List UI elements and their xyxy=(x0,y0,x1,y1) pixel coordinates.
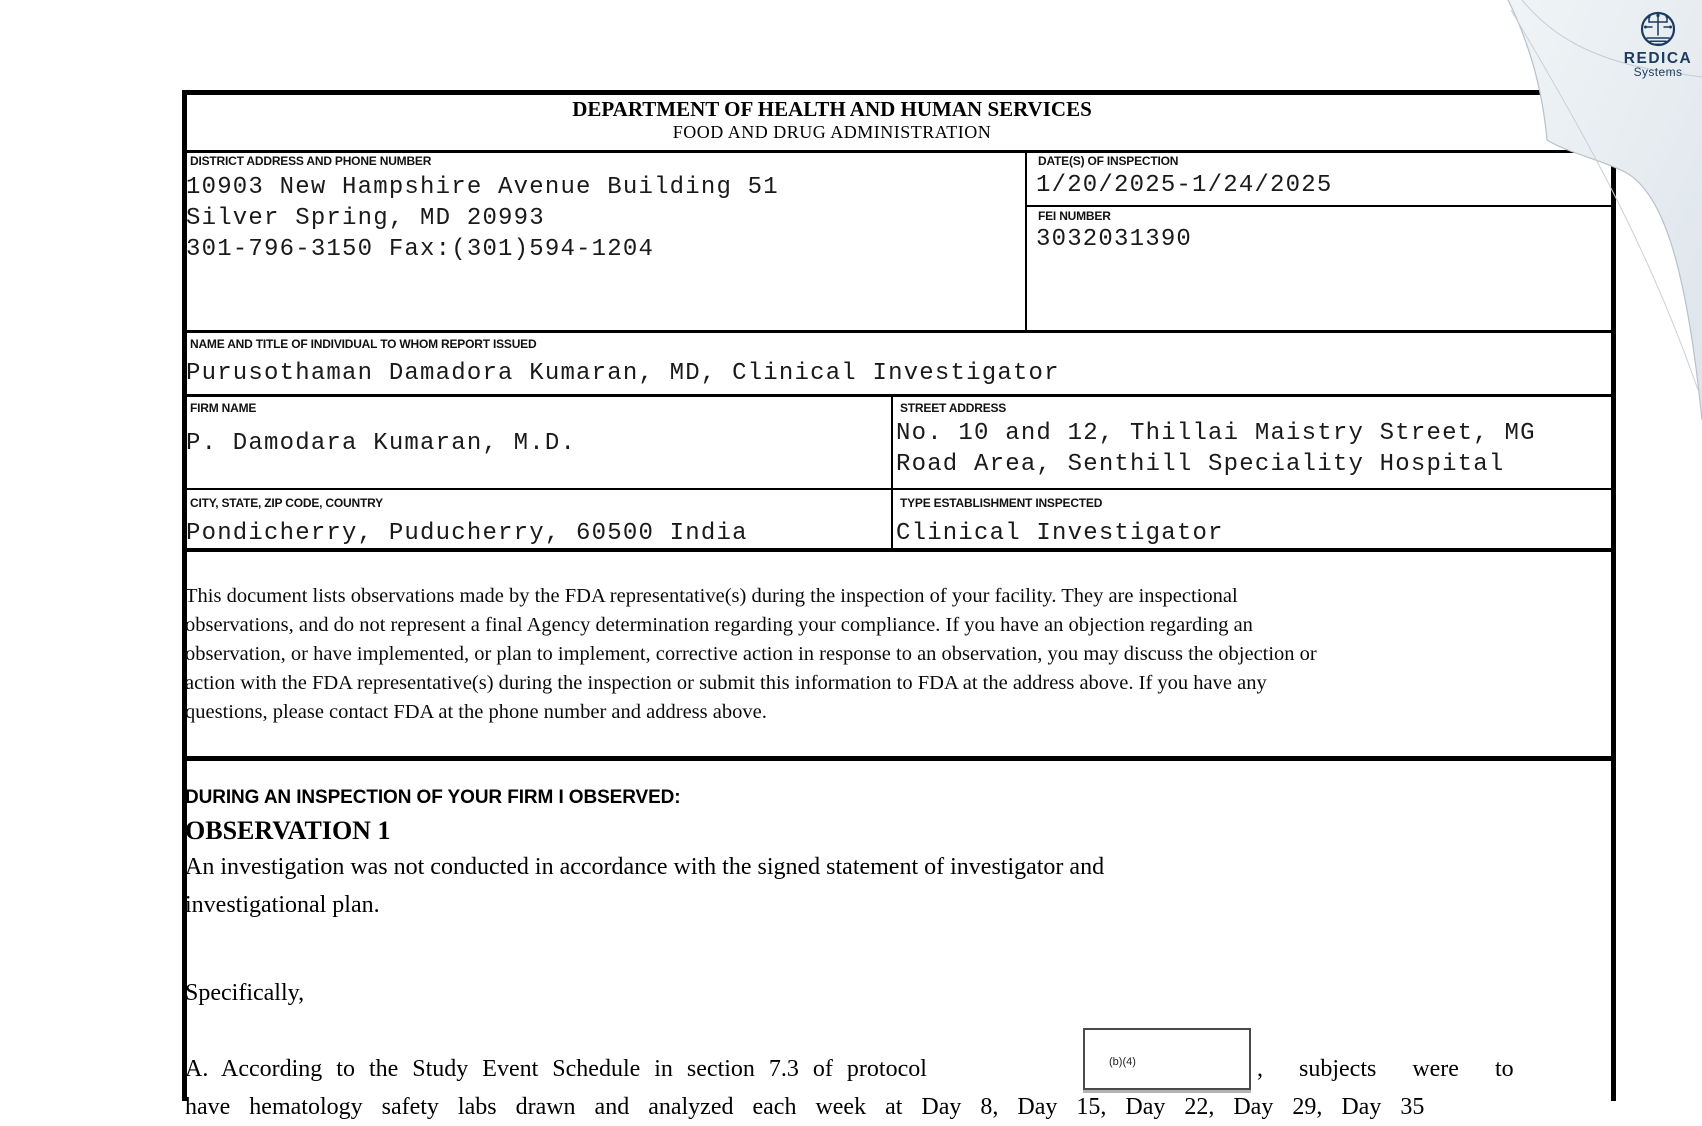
notice-line: observation, or have implemented, or plan to implement, corrective action in response to an observation, you may discuss the objection or xyxy=(185,643,1317,665)
issued-to-value: Purusothaman Damadora Kumaran, MD, Clinical Investigator xyxy=(186,360,1060,387)
district-address-value xyxy=(186,172,779,265)
page-subtitle: FOOD AND DRUG ADMINISTRATION xyxy=(672,122,992,142)
brand-sub: Systems xyxy=(1633,65,1683,79)
district-line: 301-796-3150 Fax:(301)594-1204 xyxy=(186,236,655,263)
observation-body-line: investigational plan. xyxy=(185,892,380,918)
notice-bottom-line xyxy=(182,756,1616,761)
page-curl-watermark xyxy=(1390,0,1702,580)
observation-body-line: An investigation was not conducted in accordance with the signed statement of investigator and xyxy=(185,854,1105,880)
notice-line: questions, please contact FDA at the phone number and address above. xyxy=(185,701,767,723)
observation-body xyxy=(185,848,1595,924)
inspection-dates-label: DATE(S) OF INSPECTION xyxy=(1038,154,1179,168)
item-a-text-pre: A. According to the Study Event Schedule in section 7.3 of protocol xyxy=(185,1056,927,1082)
redaction-box xyxy=(1083,1028,1251,1090)
street-address-label: STREET ADDRESS xyxy=(900,401,1007,415)
observation-section xyxy=(185,786,1595,1126)
row1-divider xyxy=(1025,150,1027,330)
inspection-dates-value: 1/20/2025-1/24/2025 xyxy=(1036,172,1333,199)
brand-name: REDICA xyxy=(1623,50,1693,67)
observation-heading: OBSERVATION 1 xyxy=(185,816,391,845)
notice-line: observations, and do not represent a final Agency determination regarding your compliance. If you have an objection regarding an xyxy=(185,614,1253,636)
street-line: No. 10 and 12, Thillai Maistry Street, MG xyxy=(896,420,1536,447)
observation-item-a-continuation: have hematology safety labs drawn and analyzed each week at Day 8, Day 15, Day 22, Day 29, Day 35 xyxy=(185,1094,1425,1120)
city-state-zip-label: CITY, STATE, ZIP CODE, COUNTRY xyxy=(190,496,383,510)
notice-line: action with the FDA representative(s) during the inspection or submit this information to FDA at the address above. If you have any xyxy=(185,672,1267,694)
district-line: Silver Spring, MD 20993 xyxy=(186,205,545,232)
page-title: DEPARTMENT OF HEALTH AND HUMAN SERVICES xyxy=(572,97,1092,121)
observation-intro: DURING AN INSPECTION OF YOUR FIRM I OBSERVED: xyxy=(185,787,681,808)
firm-name-label: FIRM NAME xyxy=(190,401,257,415)
observation-specifically: Specifically, xyxy=(185,980,305,1006)
city-state-zip-value: Pondicherry, Puducherry, 60500 India xyxy=(186,520,748,547)
fei-number-value: 3032031390 xyxy=(1036,226,1193,253)
item-a-text-post: , subjects were to xyxy=(1257,1056,1514,1082)
notice-line: This document lists observations made by the FDA representative(s) during the inspection of your facility. They are inspectional xyxy=(185,585,1238,607)
firm-name-value: P. Damodara Kumaran, M.D. xyxy=(186,430,577,457)
fei-number-label: FEI NUMBER xyxy=(1038,209,1111,223)
document-header xyxy=(182,96,1482,142)
establishment-type-label: TYPE ESTABLISHMENT INSPECTED xyxy=(900,496,1103,510)
inspection-notice-paragraph xyxy=(185,582,1317,727)
establishment-type-value: Clinical Investigator xyxy=(896,520,1224,547)
street-line: Road Area, Senthill Speciality Hospital xyxy=(896,451,1505,478)
district-address-label: DISTRICT ADDRESS AND PHONE NUMBER xyxy=(190,154,432,168)
issued-to-label: NAME AND TITLE OF INDIVIDUAL TO WHOM REPORT ISSUED xyxy=(190,337,537,351)
firm-row-divider xyxy=(891,394,893,550)
district-line: 10903 New Hampshire Avenue Building 51 xyxy=(186,174,779,201)
observation-item-a xyxy=(185,1050,1595,1088)
redaction-label: (b)(4) xyxy=(1109,1056,1136,1068)
